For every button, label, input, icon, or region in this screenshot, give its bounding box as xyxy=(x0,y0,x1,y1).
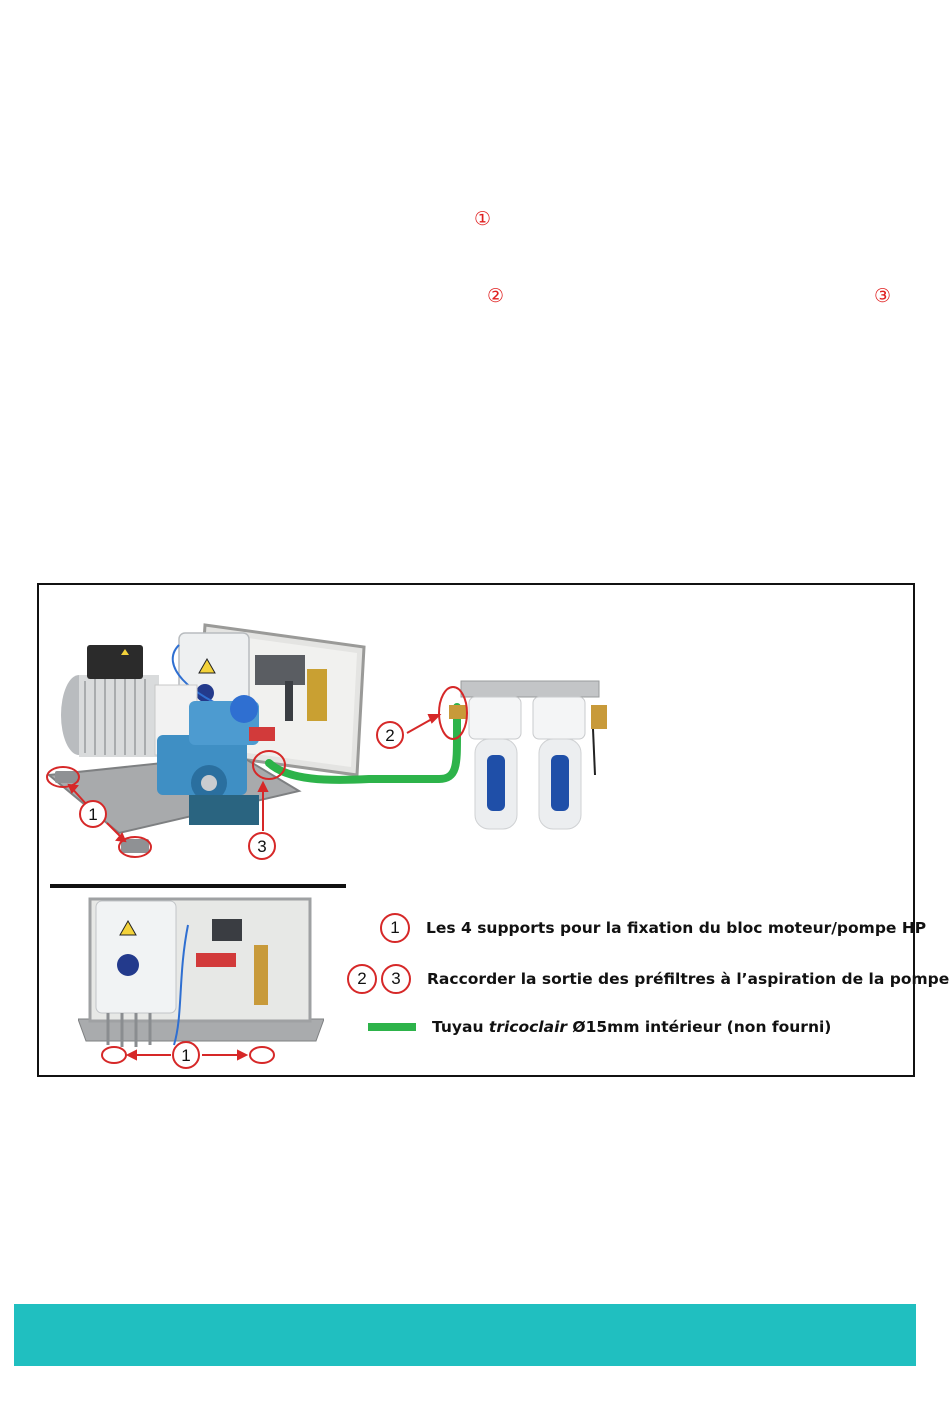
legend-num-three: 3 xyxy=(381,964,411,994)
marker-one: ① xyxy=(474,208,492,230)
legend-row-hose xyxy=(378,1010,831,1044)
legend-row-supports xyxy=(380,911,926,945)
marker-three: ③ xyxy=(874,285,892,307)
footer-bar xyxy=(14,1304,916,1366)
callout-three xyxy=(249,833,275,859)
svg-text:1: 1 xyxy=(88,805,98,824)
svg-text:1: 1 xyxy=(181,1046,191,1065)
legend-text-connection: Raccorder la sortie des préfiltres à l’aspiration de la pompe xyxy=(427,970,950,988)
svg-text:2: 2 xyxy=(385,726,395,745)
legend-row-connection xyxy=(347,962,949,996)
legend-text-hose: Tuyau tricoclair Ø15mm intérieur (non fourni) xyxy=(432,1018,832,1036)
svg-text:3: 3 xyxy=(257,837,267,856)
legend-num-two: 2 xyxy=(347,964,377,994)
legend-text-supports: Les 4 supports pour la fixation du bloc moteur/pompe HP xyxy=(426,919,927,937)
prefilters xyxy=(449,681,607,829)
legend-text-hose-product: tricoclair xyxy=(488,1018,568,1036)
control-box-front-view xyxy=(78,895,324,1075)
callout-two xyxy=(377,722,403,748)
pump-assembly-illustration xyxy=(39,585,913,885)
figure-divider xyxy=(50,884,346,888)
marker-two: ② xyxy=(487,285,505,307)
legend-num-one: 1 xyxy=(380,913,410,943)
callout-one xyxy=(80,801,106,827)
callout-one-front xyxy=(173,1042,199,1068)
hose-swatch xyxy=(368,1023,416,1031)
